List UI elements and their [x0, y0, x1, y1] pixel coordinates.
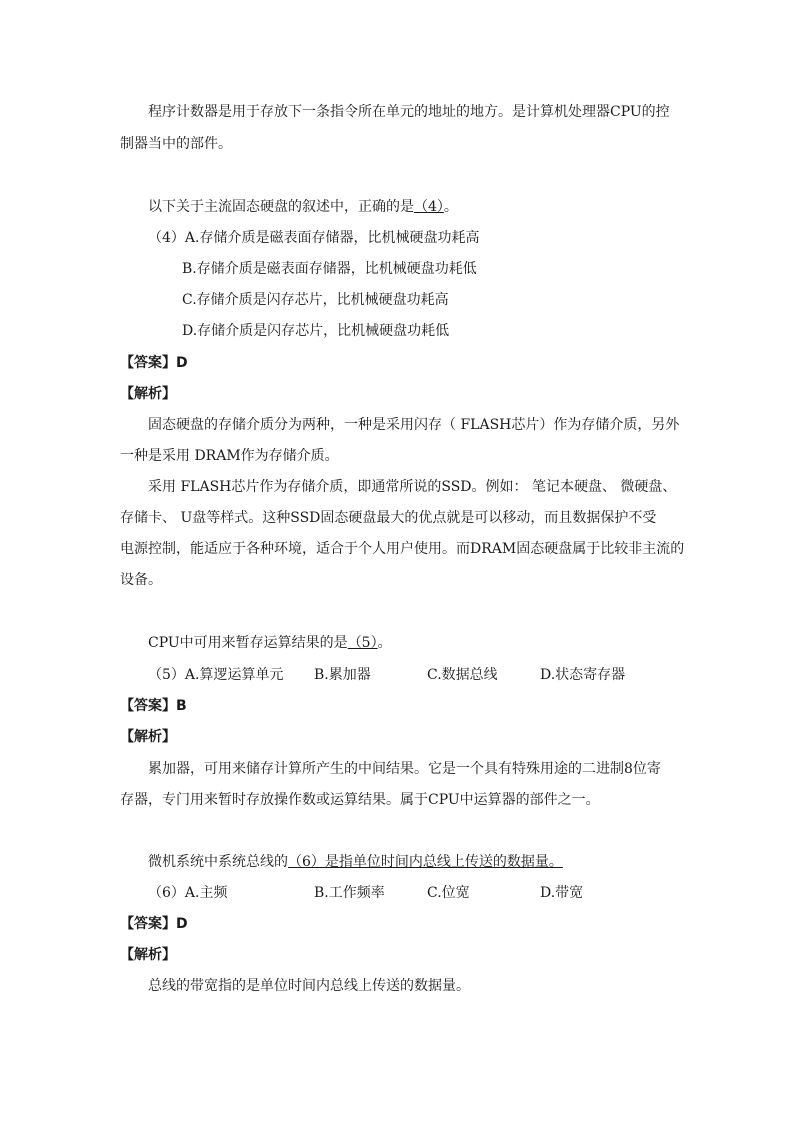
question-4-option-a: （4）A.存储介质是磁表面存储器，比机械硬盘功耗高 — [148, 230, 480, 246]
question-4-stem-end: 。 — [443, 199, 458, 215]
question-6-answer — [120, 915, 188, 933]
question-4-option-c: C.存储介质是闪存芯片，比机械硬盘功耗高 — [182, 292, 449, 308]
question-5-option-a: （5）A.算逻运算单元 — [148, 667, 284, 683]
question-5-analysis-line-1: 累加器，可用来储存计算所产生的中间结果。它是一个具有特殊用途的二进制8位寄 — [148, 761, 661, 777]
question-6-stem-end: 是指单位时间内总线上传送的数据量。 — [324, 854, 563, 870]
question-6-analysis-label: 【解析】 — [120, 947, 176, 963]
question-6-option-d: D.带宽 — [540, 885, 584, 901]
question-4-answer — [120, 354, 188, 372]
question-5-option-b: B.累加器 — [314, 667, 371, 683]
answer-value: D — [176, 355, 188, 371]
question-5-stem-end: 。 — [377, 635, 392, 651]
question-5-option-d: D.状态寄存器 — [540, 667, 626, 683]
question-6-blank: （6） — [288, 854, 325, 870]
intro-line-2: 制器当中的部件。 — [120, 136, 232, 152]
question-5-stem-text: CPU中可用来暂存运算结果的是 — [148, 635, 348, 651]
question-5-answer — [120, 697, 187, 715]
question-4-analysis-line-3: 采用 FLASH芯片作为存储介质，即通常所说的SSD。例如： 笔记本硬盘、 微硬盘、 — [148, 479, 677, 495]
question-4-analysis-line-2: 一种是采用 DRAM作为存储介质。 — [120, 448, 339, 464]
answer-label: 【答案】 — [120, 355, 176, 371]
answer-value: B — [176, 698, 187, 714]
question-4-stem-text: 以下关于主流固态硬盘的叙述中，正确的是 — [148, 199, 414, 215]
question-6-stem-text: 微机系统中系统总线的 — [148, 854, 288, 870]
answer-label: 【答案】 — [120, 698, 176, 714]
question-4-analysis-line-1: 固态硬盘的存储介质分为两种，一种是采用闪存（ FLASH芯片）作为存储介质，另外 — [148, 417, 680, 433]
question-4-analysis-line-5: 电源控制，能适应于各种环境，适合于个人用户使用。而DRAM固态硬盘属于比较非主流的 — [120, 541, 685, 557]
question-5-stem — [148, 634, 392, 652]
answer-value: D — [176, 916, 188, 932]
question-4-option-b: B.存储介质是磁表面存储器，比机械硬盘功耗低 — [182, 261, 477, 277]
question-6-stem — [148, 853, 563, 871]
question-4-blank: （4） — [414, 199, 444, 215]
question-5-blank: （5） — [347, 635, 378, 651]
question-4-stem — [148, 198, 458, 216]
answer-label: 【答案】 — [120, 916, 176, 932]
question-4-analysis-label: 【解析】 — [120, 386, 176, 402]
question-6-option-a: （6）A.主频 — [148, 885, 228, 901]
question-6-option-c: C.位宽 — [427, 885, 470, 901]
question-5-analysis-line-2: 存器，专门用来暂时存放操作数或运算结果。属于CPU中运算器的部件之一。 — [120, 792, 600, 808]
intro-line-1: 程序计数器是用于存放下一条指令所在单元的地址的地方。是计算机处理器CPU的控 — [148, 104, 670, 120]
question-5-analysis-label: 【解析】 — [120, 729, 176, 745]
question-5-option-c: C.数据总线 — [427, 667, 498, 683]
question-4-analysis-line-4: 存储卡、 U盘等样式。这种SSD固态硬盘最大的优点就是可以移动，而且数据保护不受 — [120, 510, 657, 526]
question-4-analysis-line-6: 设备。 — [120, 572, 162, 588]
question-6-option-b: B.工作频率 — [314, 885, 385, 901]
question-4-option-d: D.存储介质是闪存芯片，比机械硬盘功耗低 — [182, 323, 450, 339]
question-6-analysis-line-1: 总线的带宽指的是单位时间内总线上传送的数据量。 — [148, 978, 470, 994]
